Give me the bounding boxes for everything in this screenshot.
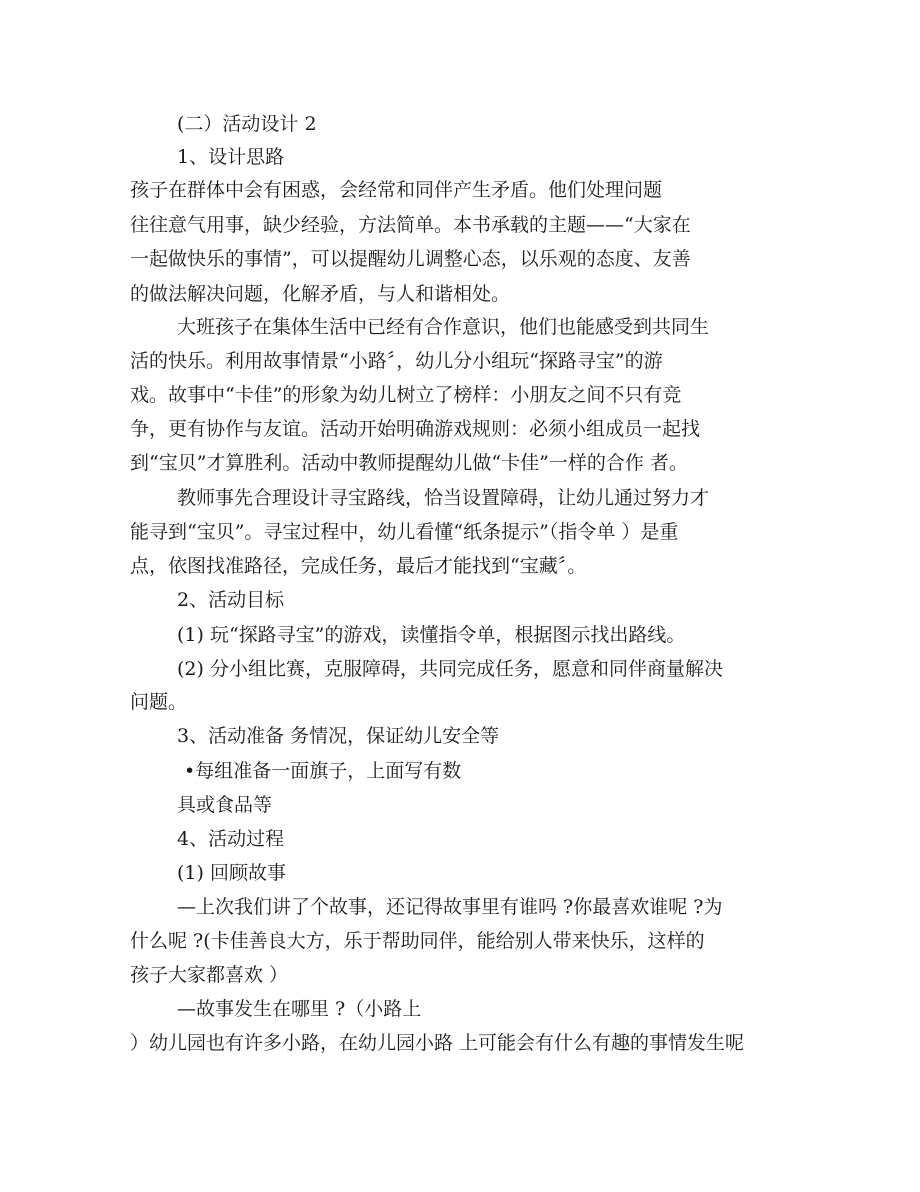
paragraph-line: 大班孩子在集体生活中已经有合作意识，他们也能感受到共同生 (177, 316, 710, 338)
dialogue-line: —上次我们讲了个故事，还记得故事里有谁吗 ?你最喜欢谁呢 ?为 (177, 896, 723, 918)
subheading-goals: 2、活动目标 (177, 589, 285, 611)
goal-item: (2) 分小组比赛，克服障碍，共同完成任务，愿意和同伴商量解决 (177, 658, 723, 680)
paragraph-line: 问题。 (130, 691, 188, 713)
paragraph-line: 到“宝贝”才算胜利。活动中教师提醒幼儿做“卡佳”一样的合作 者。 (130, 452, 688, 474)
dialogue-line: 孩子大家都喜欢 ） (130, 964, 289, 986)
paragraph-line: 孩子在群体中会有困惑，会经常和同伴产生矛盾。他们处理问题 (130, 179, 663, 201)
paragraph-line: 具或食品等 (177, 794, 273, 816)
dialogue-line: ）幼儿园也有许多小路，在幼儿园小路 上可能会有什么有趣的事情发生呢 (130, 1032, 745, 1054)
paragraph-line: 的做法解决问题，化解矛盾，与人和谐相处。 (130, 283, 511, 305)
subheading-process: 4、活动过程 (177, 828, 285, 850)
subheading-preparation: 3、活动准备 务情况，保证幼儿安全等 (177, 725, 500, 747)
dialogue-line: —故事发生在哪里 ?（小路上 (177, 998, 422, 1020)
process-step: (1) 回顾故事 (177, 862, 286, 884)
goal-item: (1) 玩“探路寻宝”的游戏，读懂指令单，根据图示找出路线。 (177, 624, 686, 646)
paragraph-line: 点，依图找准路径，完成任务，最后才能找到“宝藏〞。 (130, 555, 587, 577)
paragraph-line: 能寻到“宝贝”。寻宝过程中，幼儿看懂“纸条提示”（指令单 ）是重 (130, 521, 679, 543)
dialogue-line: 什么呢 ?(卡佳善良大方，乐于帮助同伴，能给别人带来快乐，这样的 (130, 930, 705, 952)
paragraph-line: 活的快乐。利用故事情景“小路〞，幼儿分小组玩“探路寻宝”的游 (130, 350, 663, 372)
paragraph-line: 往往意气用事，缺少经验，方法简单。本书承载的主题——“大家在 (130, 214, 691, 236)
paragraph-line: 一起做快乐的事情”，可以提醒幼儿调整心态，以乐观的态度、友善 (130, 248, 691, 270)
section-heading: (二）活动设计 2 (177, 113, 317, 135)
paragraph-line: 教师事先合理设计寻宝路线，恰当设置障碍，让幼儿通过努力才 (177, 487, 710, 509)
preparation-item: •每组准备一面旗子，上面写有数 (184, 760, 462, 782)
subheading-design-idea: 1、设计思路 (177, 146, 285, 168)
paragraph-line: 争，更有协作与友谊。活动开始明确游戏规则：必须小组成员一起找 (130, 418, 701, 440)
paragraph-line: 戏。故事中“卡佳”的形象为幼儿树立了榜样：小朋友之间不只有竞 (130, 384, 682, 406)
